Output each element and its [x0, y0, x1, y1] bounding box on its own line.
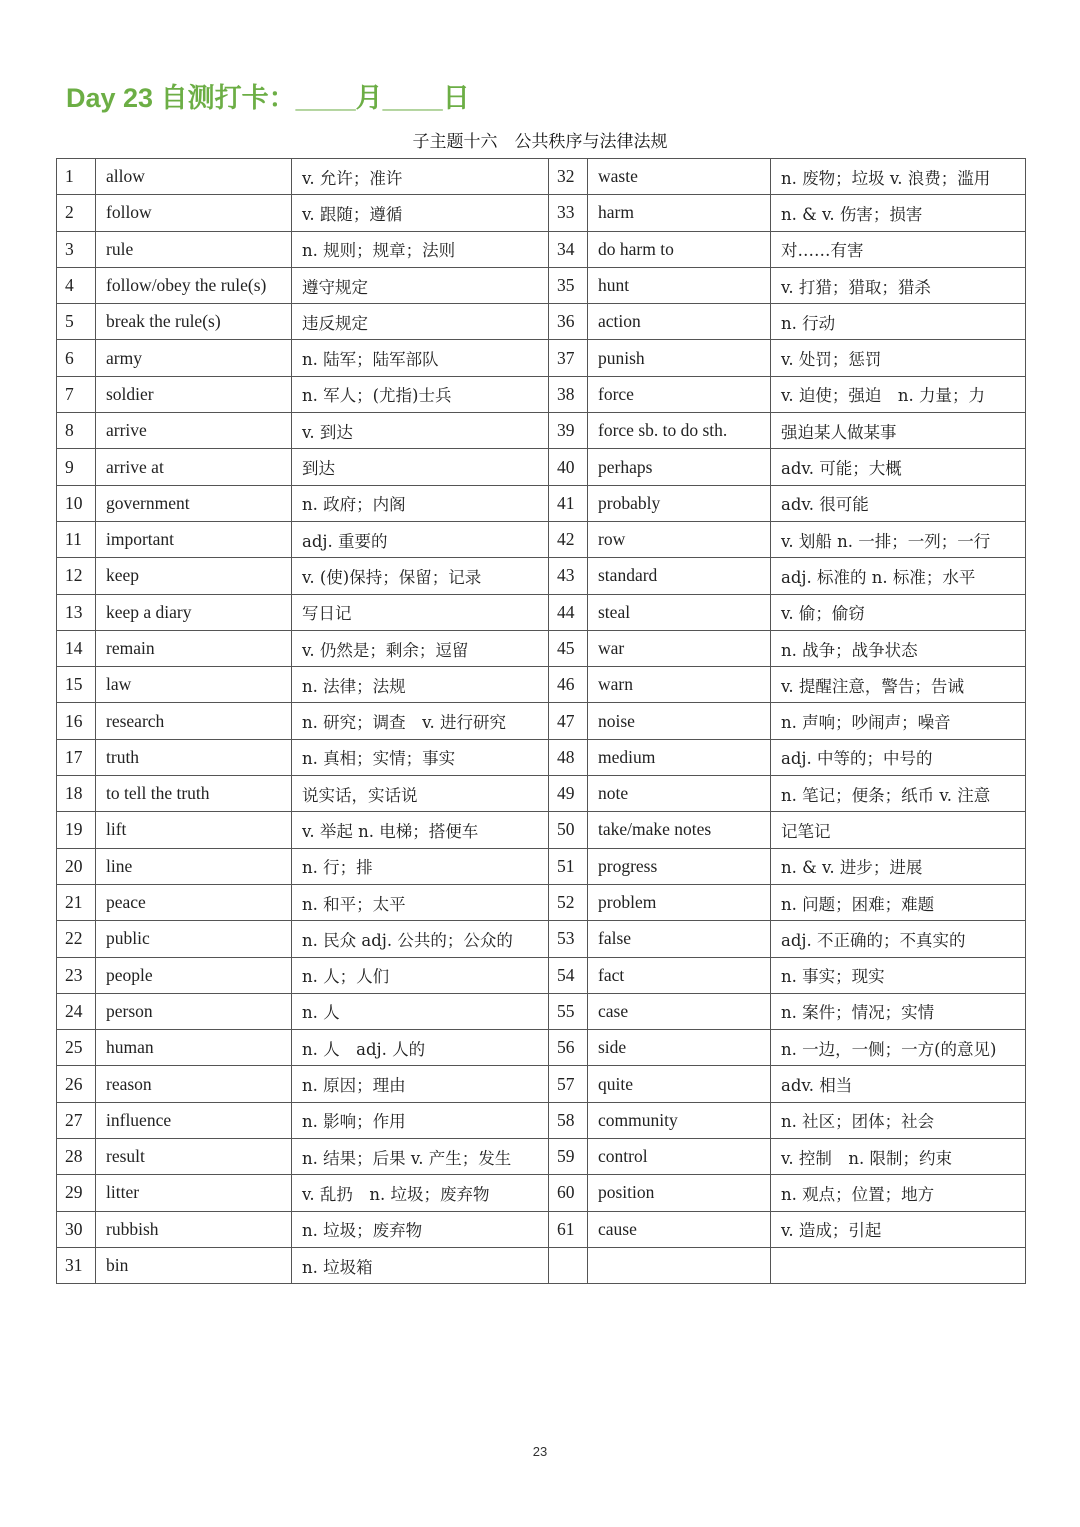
- entry-meaning: adj. 重要的: [292, 521, 549, 557]
- entry-meaning: adj. 标准的 n. 标准；水平: [771, 558, 1026, 594]
- table-row: [57, 630, 1026, 666]
- entry-number: 5: [57, 304, 96, 340]
- entry-meaning: v. 提醒注意，警告；告诫: [771, 667, 1026, 703]
- entry-number: 18: [57, 776, 96, 812]
- entry-meaning: adv. 相当: [771, 1066, 1026, 1102]
- entry-number: 45: [549, 630, 588, 666]
- entry-meaning: v. 迫使；强迫 n. 力量；力: [771, 376, 1026, 412]
- entry-number: 40: [549, 449, 588, 485]
- entry-meaning: 遵守规定: [292, 267, 549, 303]
- entry-word: break the rule(s): [96, 304, 292, 340]
- entry-number: 56: [549, 1030, 588, 1066]
- entry-number: 44: [549, 594, 588, 630]
- table-row: [57, 1030, 1026, 1066]
- table-row: [57, 1066, 1026, 1102]
- entry-meaning: n. 研究；调查 v. 进行研究: [292, 703, 549, 739]
- entry-meaning: 违反规定: [292, 304, 549, 340]
- entry-meaning: n. 原因；理由: [292, 1066, 549, 1102]
- entry-word: person: [96, 993, 292, 1029]
- entry-number: 51: [549, 848, 588, 884]
- entry-word: quite: [588, 1066, 771, 1102]
- entry-number: 29: [57, 1175, 96, 1211]
- entry-word: case: [588, 993, 771, 1029]
- table-row: [57, 449, 1026, 485]
- entry-number: 46: [549, 667, 588, 703]
- entry-word: cause: [588, 1211, 771, 1247]
- entry-meaning: v. 跟随；遵循: [292, 195, 549, 231]
- entry-meaning: v. 偷；偷窃: [771, 594, 1026, 630]
- entry-word: people: [96, 957, 292, 993]
- entry-word: arrive at: [96, 449, 292, 485]
- entry-word: to tell the truth: [96, 776, 292, 812]
- entry-word: result: [96, 1139, 292, 1175]
- entry-meaning: n. & v. 进步；进展: [771, 848, 1026, 884]
- entry-meaning: n. 案件；情况；实情: [771, 993, 1026, 1029]
- entry-number: 24: [57, 993, 96, 1029]
- entry-number: 20: [57, 848, 96, 884]
- entry-number: 7: [57, 376, 96, 412]
- entry-number: 48: [549, 739, 588, 775]
- table-row: [57, 703, 1026, 739]
- entry-word: control: [588, 1139, 771, 1175]
- entry-word: fact: [588, 957, 771, 993]
- entry-word: side: [588, 1030, 771, 1066]
- entry-word: force sb. to do sth.: [588, 413, 771, 449]
- table-row: [57, 594, 1026, 630]
- entry-word: law: [96, 667, 292, 703]
- entry-meaning: n. 问题；困难；难题: [771, 884, 1026, 920]
- entry-meaning: n. 声响；吵闹声；噪音: [771, 703, 1026, 739]
- entry-number: 9: [57, 449, 96, 485]
- entry-number: 39: [549, 413, 588, 449]
- entry-meaning: n. 行动: [771, 304, 1026, 340]
- entry-meaning: 说实话，实话说: [292, 776, 549, 812]
- entry-meaning: n. 政府；内阁: [292, 485, 549, 521]
- entry-number: 26: [57, 1066, 96, 1102]
- entry-number: 23: [57, 957, 96, 993]
- entry-word: government: [96, 485, 292, 521]
- entry-number: 61: [549, 1211, 588, 1247]
- entry-meaning: n. 结果；后果 v. 产生；发生: [292, 1139, 549, 1175]
- table-row: [57, 413, 1026, 449]
- entry-number: 3: [57, 231, 96, 267]
- entry-meaning: n. 人；人们: [292, 957, 549, 993]
- entry-number: 54: [549, 957, 588, 993]
- entry-meaning: n. 军人；(尤指)士兵: [292, 376, 549, 412]
- entry-number: 16: [57, 703, 96, 739]
- entry-word: [588, 1247, 771, 1283]
- table-row: [57, 993, 1026, 1029]
- entry-meaning: n. 废物；垃圾 v. 浪费；滥用: [771, 159, 1026, 195]
- entry-number: 35: [549, 267, 588, 303]
- entry-number: 13: [57, 594, 96, 630]
- entry-word: human: [96, 1030, 292, 1066]
- table-row: [57, 1211, 1026, 1247]
- entry-word: harm: [588, 195, 771, 231]
- entry-number: 41: [549, 485, 588, 521]
- table-row: [57, 1102, 1026, 1138]
- entry-number: 27: [57, 1102, 96, 1138]
- entry-meaning: v. 造成；引起: [771, 1211, 1026, 1247]
- entry-word: rule: [96, 231, 292, 267]
- entry-meaning: n. 影响；作用: [292, 1102, 549, 1138]
- entry-word: bin: [96, 1247, 292, 1283]
- entry-meaning: n. 真相；实情；事实: [292, 739, 549, 775]
- entry-number: 59: [549, 1139, 588, 1175]
- entry-word: important: [96, 521, 292, 557]
- entry-meaning: n. & v. 伤害；损害: [771, 195, 1026, 231]
- entry-word: rubbish: [96, 1211, 292, 1247]
- entry-meaning: 强迫某人做某事: [771, 413, 1026, 449]
- table-row: [57, 231, 1026, 267]
- entry-word: waste: [588, 159, 771, 195]
- entry-word: row: [588, 521, 771, 557]
- entry-number: 37: [549, 340, 588, 376]
- table-row: [57, 558, 1026, 594]
- entry-number: 50: [549, 812, 588, 848]
- entry-word: progress: [588, 848, 771, 884]
- entry-meaning: v. 划船 n. 一排；一列；一行: [771, 521, 1026, 557]
- entry-meaning: n. 行；排: [292, 848, 549, 884]
- entry-number: 17: [57, 739, 96, 775]
- entry-word: follow: [96, 195, 292, 231]
- entry-word: false: [588, 921, 771, 957]
- entry-meaning: v. 打猎；猎取；猎杀: [771, 267, 1026, 303]
- entry-meaning: [771, 1247, 1026, 1283]
- entry-number: 34: [549, 231, 588, 267]
- entry-number: 6: [57, 340, 96, 376]
- entry-meaning: v. 到达: [292, 413, 549, 449]
- entry-meaning: v. 举起 n. 电梯；搭便车: [292, 812, 549, 848]
- entry-word: lift: [96, 812, 292, 848]
- entry-meaning: n. 垃圾；废弃物: [292, 1211, 549, 1247]
- table-row: [57, 195, 1026, 231]
- entry-meaning: n. 观点；位置；地方: [771, 1175, 1026, 1211]
- entry-meaning: adv. 可能；大概: [771, 449, 1026, 485]
- entry-number: 47: [549, 703, 588, 739]
- entry-word: keep a diary: [96, 594, 292, 630]
- entry-word: allow: [96, 159, 292, 195]
- entry-word: litter: [96, 1175, 292, 1211]
- table-row: [57, 1247, 1026, 1283]
- table-row: [57, 848, 1026, 884]
- entry-number: 52: [549, 884, 588, 920]
- entry-word: follow/obey the rule(s): [96, 267, 292, 303]
- entry-meaning: n. 战争；战争状态: [771, 630, 1026, 666]
- entry-word: probably: [588, 485, 771, 521]
- entry-number: 15: [57, 667, 96, 703]
- entry-number: 2: [57, 195, 96, 231]
- day-heading: Day 23 自测打卡：____月____日: [66, 83, 470, 113]
- table-row: [57, 304, 1026, 340]
- table-row: [57, 739, 1026, 775]
- entry-meaning: n. 事实；现实: [771, 957, 1026, 993]
- entry-number: 60: [549, 1175, 588, 1211]
- page-number: 23: [532, 1444, 548, 1459]
- entry-number: 33: [549, 195, 588, 231]
- entry-number: 11: [57, 521, 96, 557]
- entry-word: truth: [96, 739, 292, 775]
- entry-meaning: 写日记: [292, 594, 549, 630]
- entry-meaning: n. 民众 adj. 公共的；公众的: [292, 921, 549, 957]
- entry-meaning: n. 法律；法规: [292, 667, 549, 703]
- entry-meaning: n. 和平；太平: [292, 884, 549, 920]
- entry-word: problem: [588, 884, 771, 920]
- entry-number: 55: [549, 993, 588, 1029]
- entry-meaning: n. 规则；规章；法则: [292, 231, 549, 267]
- table-row: [57, 1175, 1026, 1211]
- entry-meaning: n. 社区；团体；社会: [771, 1102, 1026, 1138]
- entry-meaning: n. 人 adj. 人的: [292, 1030, 549, 1066]
- entry-meaning: v. 乱扔 n. 垃圾；废弃物: [292, 1175, 549, 1211]
- entry-number: 38: [549, 376, 588, 412]
- table-row: [57, 340, 1026, 376]
- entry-number: 58: [549, 1102, 588, 1138]
- entry-meaning: v. 控制 n. 限制；约束: [771, 1139, 1026, 1175]
- vocabulary-table: [56, 158, 1026, 1284]
- entry-number: 4: [57, 267, 96, 303]
- table-row: [57, 667, 1026, 703]
- entry-word: steal: [588, 594, 771, 630]
- entry-word: punish: [588, 340, 771, 376]
- entry-meaning: 到达: [292, 449, 549, 485]
- entry-word: peace: [96, 884, 292, 920]
- entry-number: 31: [57, 1247, 96, 1283]
- entry-word: war: [588, 630, 771, 666]
- entry-word: hunt: [588, 267, 771, 303]
- entry-number: 10: [57, 485, 96, 521]
- entry-word: arrive: [96, 413, 292, 449]
- entry-word: action: [588, 304, 771, 340]
- entry-number: 8: [57, 413, 96, 449]
- entry-meaning: n. 人: [292, 993, 549, 1029]
- entry-word: medium: [588, 739, 771, 775]
- entry-number: 32: [549, 159, 588, 195]
- entry-word: do harm to: [588, 231, 771, 267]
- table-row: [57, 921, 1026, 957]
- table-row: [57, 521, 1026, 557]
- entry-number: 22: [57, 921, 96, 957]
- entry-word: force: [588, 376, 771, 412]
- entry-word: perhaps: [588, 449, 771, 485]
- entry-number: 25: [57, 1030, 96, 1066]
- entry-meaning: v. 处罚；惩罚: [771, 340, 1026, 376]
- entry-meaning: n. 垃圾箱: [292, 1247, 549, 1283]
- entry-meaning: n. 笔记；便条；纸币 v. 注意: [771, 776, 1026, 812]
- entry-number: 49: [549, 776, 588, 812]
- table-row: [57, 159, 1026, 195]
- entry-word: note: [588, 776, 771, 812]
- topic-subtitle: 子主题十六 公共秩序与法律法规: [412, 132, 668, 152]
- entry-meaning: n. 一边，一侧；一方(的意见): [771, 1030, 1026, 1066]
- entry-word: remain: [96, 630, 292, 666]
- table-row: [57, 812, 1026, 848]
- entry-meaning: 对……有害: [771, 231, 1026, 267]
- table-row: [57, 267, 1026, 303]
- entry-number: [549, 1247, 588, 1283]
- table-row: [57, 884, 1026, 920]
- entry-word: standard: [588, 558, 771, 594]
- entry-word: research: [96, 703, 292, 739]
- entry-word: warn: [588, 667, 771, 703]
- entry-meaning: v. (使)保持；保留；记录: [292, 558, 549, 594]
- entry-word: community: [588, 1102, 771, 1138]
- entry-number: 42: [549, 521, 588, 557]
- table-row: [57, 776, 1026, 812]
- entry-number: 14: [57, 630, 96, 666]
- entry-meaning: adj. 不正确的；不真实的: [771, 921, 1026, 957]
- entry-word: public: [96, 921, 292, 957]
- entry-meaning: v. 仍然是；剩余；逗留: [292, 630, 549, 666]
- entry-word: army: [96, 340, 292, 376]
- entry-word: line: [96, 848, 292, 884]
- entry-number: 12: [57, 558, 96, 594]
- entry-number: 53: [549, 921, 588, 957]
- entry-meaning: adj. 中等的；中号的: [771, 739, 1026, 775]
- entry-word: take/make notes: [588, 812, 771, 848]
- entry-word: keep: [96, 558, 292, 594]
- table-row: [57, 1139, 1026, 1175]
- entry-number: 43: [549, 558, 588, 594]
- table-row: [57, 376, 1026, 412]
- entry-word: reason: [96, 1066, 292, 1102]
- table-row: [57, 957, 1026, 993]
- entry-word: influence: [96, 1102, 292, 1138]
- entry-meaning: v. 允许；准许: [292, 159, 549, 195]
- entry-meaning: 记笔记: [771, 812, 1026, 848]
- entry-number: 28: [57, 1139, 96, 1175]
- entry-number: 57: [549, 1066, 588, 1102]
- table-row: [57, 485, 1026, 521]
- entry-word: position: [588, 1175, 771, 1211]
- entry-meaning: adv. 很可能: [771, 485, 1026, 521]
- entry-number: 21: [57, 884, 96, 920]
- entry-number: 1: [57, 159, 96, 195]
- entry-number: 36: [549, 304, 588, 340]
- entry-number: 30: [57, 1211, 96, 1247]
- entry-word: soldier: [96, 376, 292, 412]
- entry-word: noise: [588, 703, 771, 739]
- entry-meaning: n. 陆军；陆军部队: [292, 340, 549, 376]
- entry-number: 19: [57, 812, 96, 848]
